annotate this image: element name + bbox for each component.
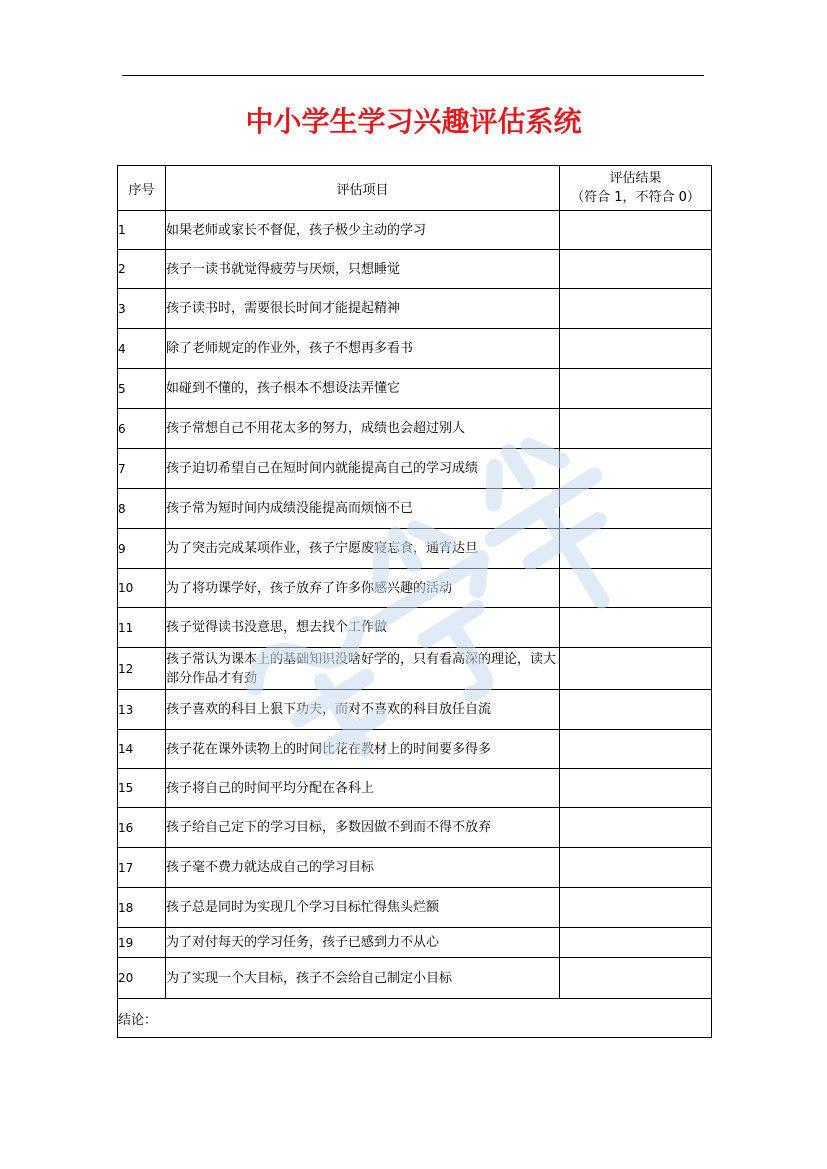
row-number: 11 [118, 608, 166, 648]
conclusion-row [118, 999, 712, 1038]
header-result-line1: 评估结果 [609, 171, 662, 186]
row-item: 孩子喜欢的科目上狠下功夫，而对不喜欢的科目放任自流 [166, 690, 560, 730]
conclusion-cell[interactable] [118, 999, 712, 1038]
table-row [118, 808, 712, 848]
table-row [118, 409, 712, 449]
row-number: 7 [118, 449, 166, 489]
row-item: 孩子迫切希望自己在短时间内就能提高自己的学习成绩 [166, 449, 560, 489]
table-row [118, 329, 712, 369]
row-result-cell[interactable] [560, 808, 712, 848]
row-result-cell[interactable] [560, 289, 712, 329]
row-result-cell[interactable] [560, 769, 712, 808]
row-result-cell[interactable] [560, 409, 712, 449]
row-number: 5 [118, 369, 166, 409]
row-number: 4 [118, 329, 166, 369]
row-result-cell[interactable] [560, 329, 712, 369]
row-result-cell[interactable] [560, 730, 712, 769]
row-item: 孩子常认为课本上的基础知识没啥好学的，只有看高深的理论，读大部分作品才有劲 [166, 648, 560, 690]
row-result-cell[interactable] [560, 569, 712, 608]
row-number: 10 [118, 569, 166, 608]
row-item: 为了实现一个大目标，孩子不会给自己制定小目标 [166, 958, 560, 999]
evaluation-table [117, 165, 712, 1038]
row-number: 20 [118, 958, 166, 999]
table-row [118, 569, 712, 608]
row-result-cell[interactable] [560, 449, 712, 489]
row-item: 为了突击完成某项作业，孩子宁愿废寝忘食，通宵达旦 [166, 529, 560, 569]
row-item: 如果老师或家长不督促，孩子极少主动的学习 [166, 211, 560, 250]
row-item: 孩子给自己定下的学习目标，多数因做不到而不得不放弃 [166, 808, 560, 848]
row-number: 9 [118, 529, 166, 569]
row-result-cell[interactable] [560, 848, 712, 888]
row-result-cell[interactable] [560, 928, 712, 958]
row-number: 18 [118, 888, 166, 928]
top-rule [122, 75, 704, 76]
row-item: 如碰到不懂的，孩子根本不想设法弄懂它 [166, 369, 560, 409]
table-row [118, 211, 712, 250]
header-num: 序号 [118, 166, 166, 211]
table-row [118, 769, 712, 808]
row-result-cell[interactable] [560, 211, 712, 250]
row-number: 2 [118, 250, 166, 289]
header-result [560, 166, 712, 211]
row-result-cell[interactable] [560, 529, 712, 569]
table-row [118, 888, 712, 928]
row-result-cell[interactable] [560, 958, 712, 999]
table-row [118, 690, 712, 730]
row-item: 孩子常想自己不用花太多的努力，成绩也会超过别人 [166, 409, 560, 449]
table-row [118, 289, 712, 329]
row-number: 16 [118, 808, 166, 848]
row-item: 孩子总是同时为实现几个学习目标忙得焦头烂额 [166, 888, 560, 928]
row-result-cell[interactable] [560, 648, 712, 690]
row-item: 孩子将自己的时间平均分配在各科上 [166, 769, 560, 808]
row-number: 15 [118, 769, 166, 808]
table-row [118, 250, 712, 289]
row-result-cell[interactable] [560, 250, 712, 289]
table-row [118, 848, 712, 888]
table-body [118, 211, 712, 999]
row-item: 孩子一读书就觉得疲劳与厌烦，只想睡觉 [166, 250, 560, 289]
row-item: 孩子觉得读书没意思，想去找个工作做 [166, 608, 560, 648]
row-item: 除了老师规定的作业外，孩子不想再多看书 [166, 329, 560, 369]
conclusion-label: 结论： [118, 1012, 158, 1028]
row-item: 孩子读书时，需要很长时间才能提起精神 [166, 289, 560, 329]
row-number: 13 [118, 690, 166, 730]
row-number: 14 [118, 730, 166, 769]
table-row [118, 489, 712, 529]
row-result-cell[interactable] [560, 888, 712, 928]
row-item: 孩子花在课外读物上的时间比花在教材上的时间要多得多 [166, 730, 560, 769]
row-result-cell[interactable] [560, 608, 712, 648]
table-row [118, 730, 712, 769]
table-row [118, 958, 712, 999]
row-number: 19 [118, 928, 166, 958]
row-item: 为了对付每天的学习任务，孩子已感到力不从心 [166, 928, 560, 958]
row-item: 为了将功课学好，孩子放弃了许多你感兴趣的活动 [166, 569, 560, 608]
table-header-row [118, 166, 712, 211]
row-item: 孩子毫不费力就达成自己的学习目标 [166, 848, 560, 888]
row-number: 1 [118, 211, 166, 250]
row-number: 3 [118, 289, 166, 329]
row-number: 12 [118, 648, 166, 690]
table-row [118, 529, 712, 569]
table-row [118, 608, 712, 648]
header-result-line2: （符合 1，不符合 0） [571, 190, 700, 205]
table-row [118, 369, 712, 409]
page-title: 中小学生学习兴趣评估系统 [245, 105, 582, 138]
row-item: 孩子常为短时间内成绩没能提高而烦恼不已 [166, 489, 560, 529]
row-result-cell[interactable] [560, 489, 712, 529]
row-number: 17 [118, 848, 166, 888]
header-item: 评估项目 [166, 166, 560, 211]
table-row [118, 648, 712, 690]
table-row [118, 449, 712, 489]
row-result-cell[interactable] [560, 690, 712, 730]
table-row [118, 928, 712, 958]
row-number: 6 [118, 409, 166, 449]
row-result-cell[interactable] [560, 369, 712, 409]
row-number: 8 [118, 489, 166, 529]
